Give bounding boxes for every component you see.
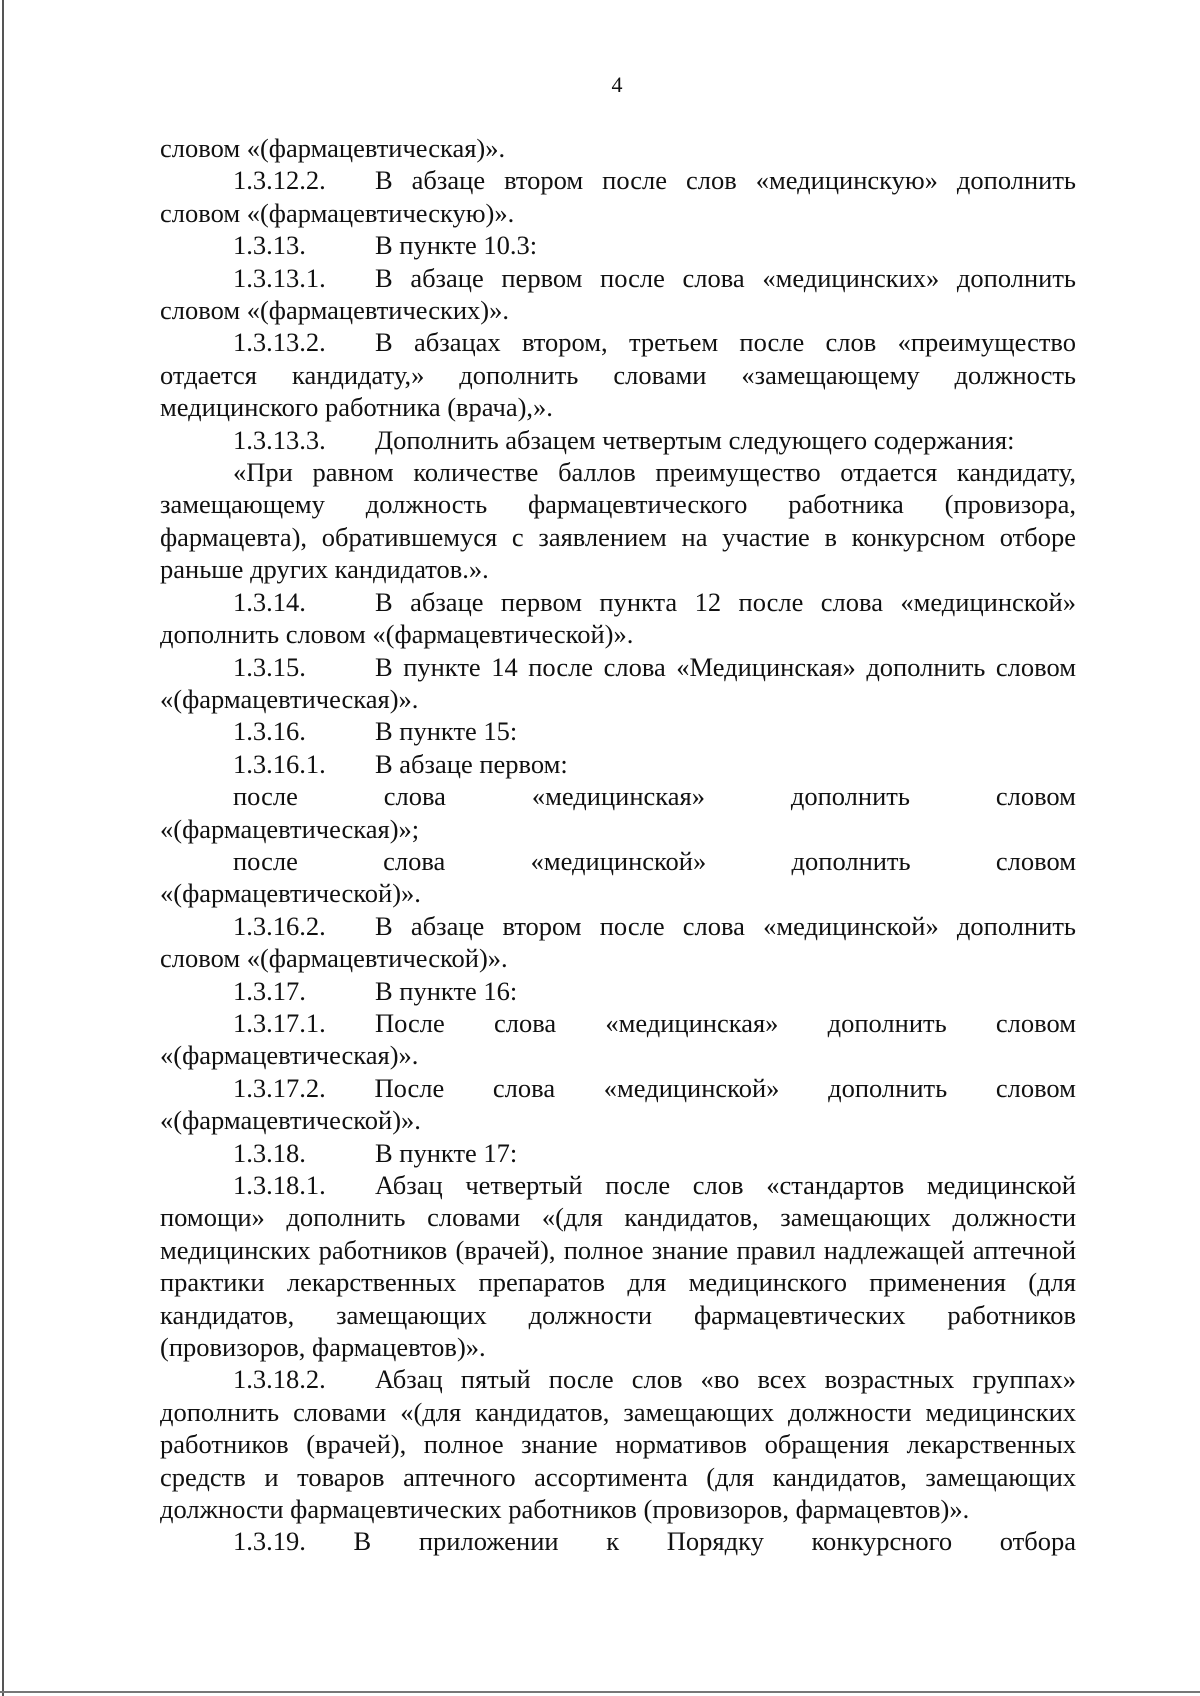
paragraph [160, 424, 1076, 456]
word: отбора [999, 1526, 1076, 1557]
word: В [353, 1526, 372, 1557]
scan-edge-bottom [0, 1691, 1200, 1693]
word: словом [995, 1007, 1076, 1038]
page-number: 4 [611, 72, 623, 97]
paragraph-text: «(фармацевтическая)». [160, 1040, 419, 1071]
word: после [233, 781, 298, 812]
paragraph [160, 326, 1076, 423]
paragraph-text: В пункте 17: [375, 1137, 518, 1168]
paragraph-text: В абзаце первом: [375, 748, 568, 779]
word: Порядку [666, 1526, 764, 1557]
word: «медицинской» [603, 1072, 780, 1103]
word: слова [493, 1007, 557, 1038]
paragraph [160, 1363, 1076, 1525]
spread-line [160, 780, 1076, 812]
paragraph-number: 1.3.13.3. [233, 424, 326, 455]
paragraph [160, 813, 1076, 845]
spread-line [160, 1525, 1076, 1557]
word: «медицинская» [605, 1007, 779, 1038]
paragraph [160, 651, 1076, 716]
paragraph-number: 1.3.17.1. [233, 1007, 326, 1038]
paragraph [160, 877, 1076, 909]
word: слова [383, 781, 446, 812]
paragraph-number: 1.3.17.2. [233, 1072, 326, 1103]
word: дополнить [827, 1007, 947, 1038]
word: слова [383, 845, 446, 876]
paragraph-text: В пункте 16: [375, 975, 518, 1006]
spread-line [160, 1007, 1076, 1039]
paragraph [160, 229, 1076, 261]
paragraph [160, 1039, 1076, 1071]
paragraph [160, 1137, 1076, 1169]
paragraph-text: Абзац пятый после слов «во всех возрастных группах» дополнить словами «(для кандидатов, замещающих должности медицинских работников (врачей), полное знание нормативов обращения лекарственных средств и товаров аптечного ассортимента (для кандидатов, замещающих должности фармацевтических работников (провизоров, фармацевтов)». [160, 1364, 1076, 1525]
paragraph [160, 164, 1076, 229]
paragraph-number: 1.3.13. [233, 230, 306, 261]
paragraph [160, 715, 1076, 747]
paragraph-text: словом «(фармацевтическая)». [160, 133, 506, 163]
paragraph-number: 1.3.18. [233, 1137, 306, 1168]
paragraph-number: 1.3.16.1. [233, 748, 326, 779]
paragraph-text: Дополнить абзацем четвертым следующего содержания: [375, 424, 1015, 455]
word: дополнить [790, 781, 910, 812]
paragraph-text: В пункте 14 после слова «Медицинская» дополнить словом «(фармацевтическая)». [160, 651, 1076, 714]
paragraph [160, 1169, 1076, 1363]
word: к [606, 1526, 620, 1557]
word: после [233, 845, 298, 876]
paragraph [160, 748, 1076, 780]
spread-line [160, 845, 1076, 877]
paragraph-number: 1.3.12.2. [233, 165, 326, 196]
word: «медицинская» [531, 781, 705, 812]
paragraph [160, 975, 1076, 1007]
scan-edge-left [2, 0, 4, 1696]
word: слова [492, 1072, 556, 1103]
spread-line [160, 1072, 1076, 1104]
paragraph [160, 456, 1076, 586]
word: «медицинской» [530, 845, 707, 876]
paragraph-number: 1.3.13.2. [233, 327, 326, 358]
paragraph-number: 1.3.17. [233, 975, 306, 1006]
paragraph [160, 910, 1076, 975]
paragraph [160, 586, 1076, 651]
paragraph-text: В абзаце втором после слов «медицинскую» дополнить словом «(фармацевтическую)». [160, 165, 1076, 228]
paragraph [160, 262, 1076, 327]
paragraph-text: В абзаце втором после слова «медицинской» дополнить словом «(фармацевтической)». [160, 910, 1076, 974]
word: словом [995, 781, 1076, 812]
paragraph-text: В пункте 10.3: [375, 230, 538, 261]
paragraph-text: В абзаце первом пункта 12 после слова «медицинской» дополнить словом «(фармацевтической)». [160, 586, 1076, 650]
paragraph-text: В пункте 15: [375, 716, 518, 747]
paragraph-text: В абзацах втором, третьем после слов «преимущество отдается кандидату,» дополнить словами «замещающему должность медицинского работника (врача),». [160, 327, 1076, 423]
paragraph-number: 1.3.13.1. [233, 262, 326, 293]
paragraph-text: Абзац четвертый после слов «стандартов медицинской помощи» дополнить словами «(для кандидатов, замещающих должности медицинских работников (врачей), полное знание правил надлежащей аптечной практики лекарственных препаратов для медицинского применения (для кандидатов, замещающих должности фармацевтических работников (провизоров, фармацевтов)». [160, 1170, 1076, 1363]
paragraph [160, 1104, 1076, 1136]
word: приложении [418, 1526, 559, 1557]
document-body [160, 132, 1076, 1558]
paragraph-number: 1.3.15. [233, 651, 306, 682]
paragraph-number: 1.3.19. [233, 1526, 306, 1557]
paragraph-number: 1.3.18.2. [233, 1364, 326, 1395]
word: После [374, 1072, 445, 1103]
paragraph-text: «(фармацевтической)». [160, 1105, 421, 1136]
paragraph-text: В абзаце первом после слова «медицинских» дополнить словом «(фармацевтических)». [160, 262, 1076, 326]
paragraph [160, 132, 1076, 164]
paragraph-number: 1.3.18.1. [233, 1170, 326, 1200]
paragraph-number: 1.3.16. [233, 716, 306, 747]
paragraph-text: «При равном количестве баллов преимущество отдается кандидату, замещающему должность фармацевтического работника (провизора, фармацевта), обратившемуся с заявлением на участие в конкурсном отборе раньше других кандидатов.». [160, 457, 1076, 585]
word: дополнить [791, 845, 911, 876]
paragraph-text: «(фармацевтической)». [160, 878, 421, 909]
word: конкурсного [811, 1526, 953, 1557]
paragraph-number: 1.3.16.2. [233, 910, 326, 941]
word: словом [995, 845, 1076, 876]
paragraph-text: «(фармацевтическая)»; [160, 813, 420, 844]
word: словом [995, 1072, 1076, 1103]
word: дополнить [828, 1072, 948, 1103]
word: После [374, 1007, 445, 1038]
paragraph-number: 1.3.14. [233, 586, 306, 617]
